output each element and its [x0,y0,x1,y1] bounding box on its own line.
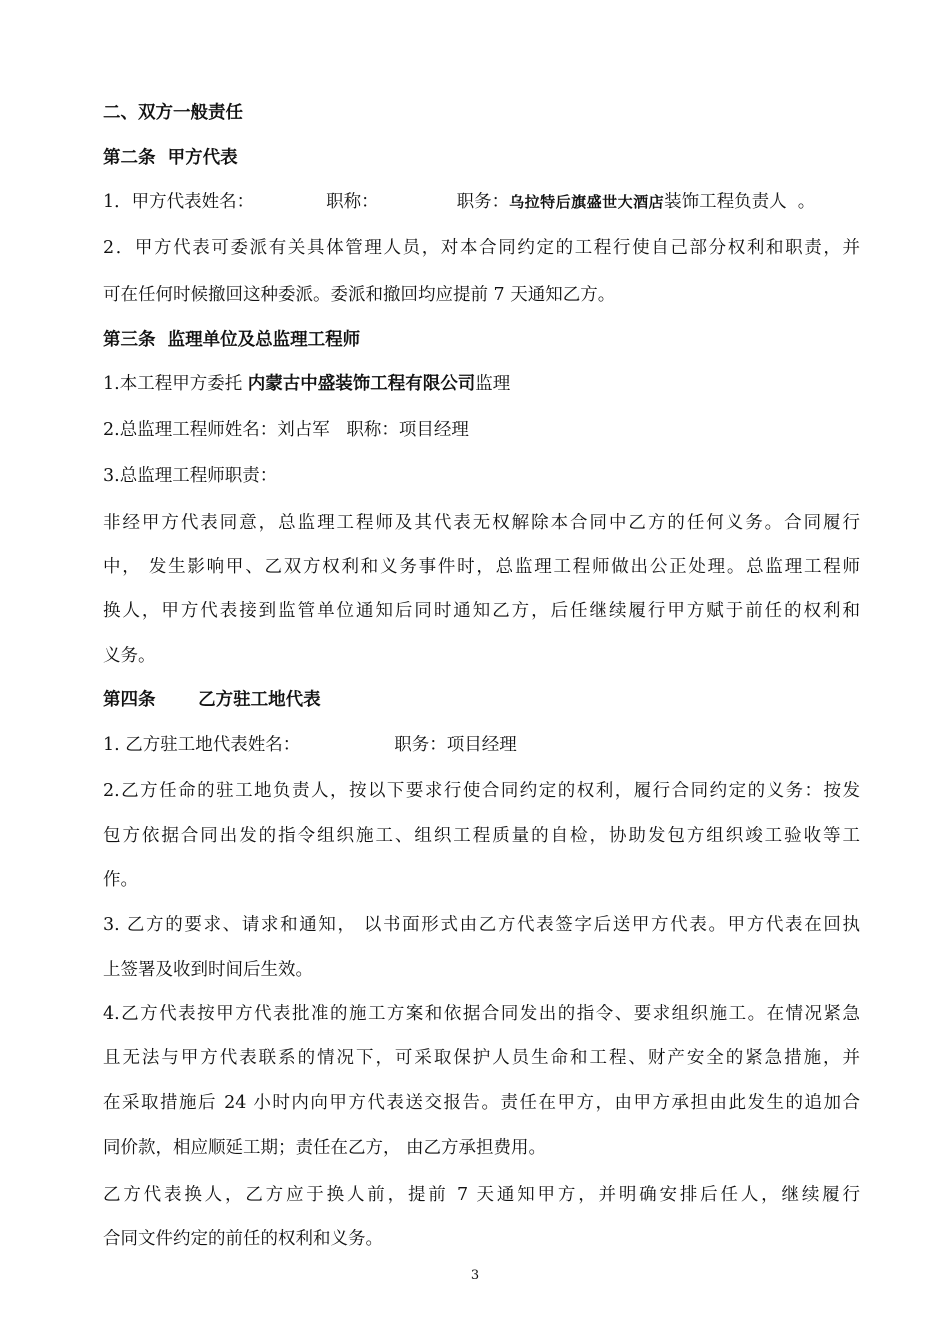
article-4-item-4-line-4: 同价款，相应顺延工期；责任在乙方， 由乙方承担费用。 [103,1138,547,1158]
article-3-para-line-3: 换人，甲方代表接到监管单位通知后同时通知乙方，后任继续履行甲方赋于前任的权利和 [103,601,860,621]
article-2-item-1 [103,190,815,214]
hotel-name: 乌拉特后旗盛世大酒店 [509,193,665,211]
article-4-item-5-line-2: 合同文件约定的前任的权利和义务。 [103,1229,383,1249]
article-4-item-4-line-1: 4.乙方代表按甲方代表批准的施工方案和依据合同发出的指令、要求组织施工。在情况紧急 [103,1004,860,1024]
rep-duty-label: 职务： [456,192,510,212]
article-3-para-line-1: 非经甲方代表同意，总监理工程师及其代表无权解除本合同中乙方的任何义务。合同履行 [103,513,860,533]
supervisor-company: 内蒙古中盛装饰工程有限公司 [247,374,476,394]
article-4-item-3-line-1: 3. 乙方的要求、请求和通知， 以书面形式由乙方代表签字后送甲方代表。甲方代表在回执 [103,915,860,935]
section-heading: 二、双方一般责任 [103,103,243,123]
article-3-item-3: 3.总监理工程师职责： [103,466,278,486]
supervise-text: 监理 [475,374,511,394]
rep-title-label: 职称： [326,192,379,212]
article-4-item-2-line-2: 包方依据合同出发的指令组织施工、组织工程质量的自检，协助发包方组织竣工验收等工 [103,826,860,846]
article-3-para-line-2: 中， 发生影响甲、乙双方权利和义务事件时，总监理工程师做出公正处理。总监理工程师 [103,557,860,577]
article-4-item-4-line-2: 且无法与甲方代表联系的情况下，可采取保护人员生命和工程、财产安全的紧急措施，并 [103,1048,860,1068]
contractor-duty-label: 职务：项目经理 [394,735,517,755]
entrust-text: 1.本工程甲方委托 [103,374,248,394]
article-3-para-line-4: 义务。 [103,646,156,666]
article-4-item-3-line-2: 上签署及收到时间后生效。 [103,960,313,980]
article-2-heading: 第二条 甲方代表 [103,148,238,168]
article-4-item-2-line-3: 作。 [103,870,138,890]
article-4-item-2-line-1: 2.乙方任命的驻工地负责人，按以下要求行使合同约定的权利，履行合同约定的义务：按发 [103,781,860,801]
contractor-rep-label: 1. 乙方驻工地代表姓名： [103,735,301,755]
article-3-heading: 第三条 监理单位及总监理工程师 [103,330,361,350]
article-2-item-2-line-2: 可在任何时候撤回这种委派。委派和撤回均应提前 7 天通知乙方。 [103,285,616,305]
article-2-item-2-line-1: 2．甲方代表可委派有关具体管理人员，对本合同约定的工程行使自己部分权利和职责，并 [103,238,860,258]
rep-name-label: 1．甲方代表姓名： [103,192,255,212]
page-number: 3 [470,1268,480,1283]
article-4-item-1 [103,733,517,757]
article-3-item-1 [103,372,510,396]
article-3-item-2: 2.总监理工程师姓名：刘占军 职称：项目经理 [103,420,469,440]
article-4-heading: 第四条 乙方驻工地代表 [103,690,321,710]
rep-duty-rest: 装饰工程负责人 。 [664,192,816,212]
article-4-item-4-line-3: 在采取措施后 24 小时内向甲方代表送交报告。责任在甲方，由甲方承担由此发生的追加合 [103,1093,860,1113]
article-4-item-5-line-1: 乙方代表换人，乙方应于换人前，提前 7 天通知甲方，并明确安排后任人，继续履行 [103,1185,860,1205]
